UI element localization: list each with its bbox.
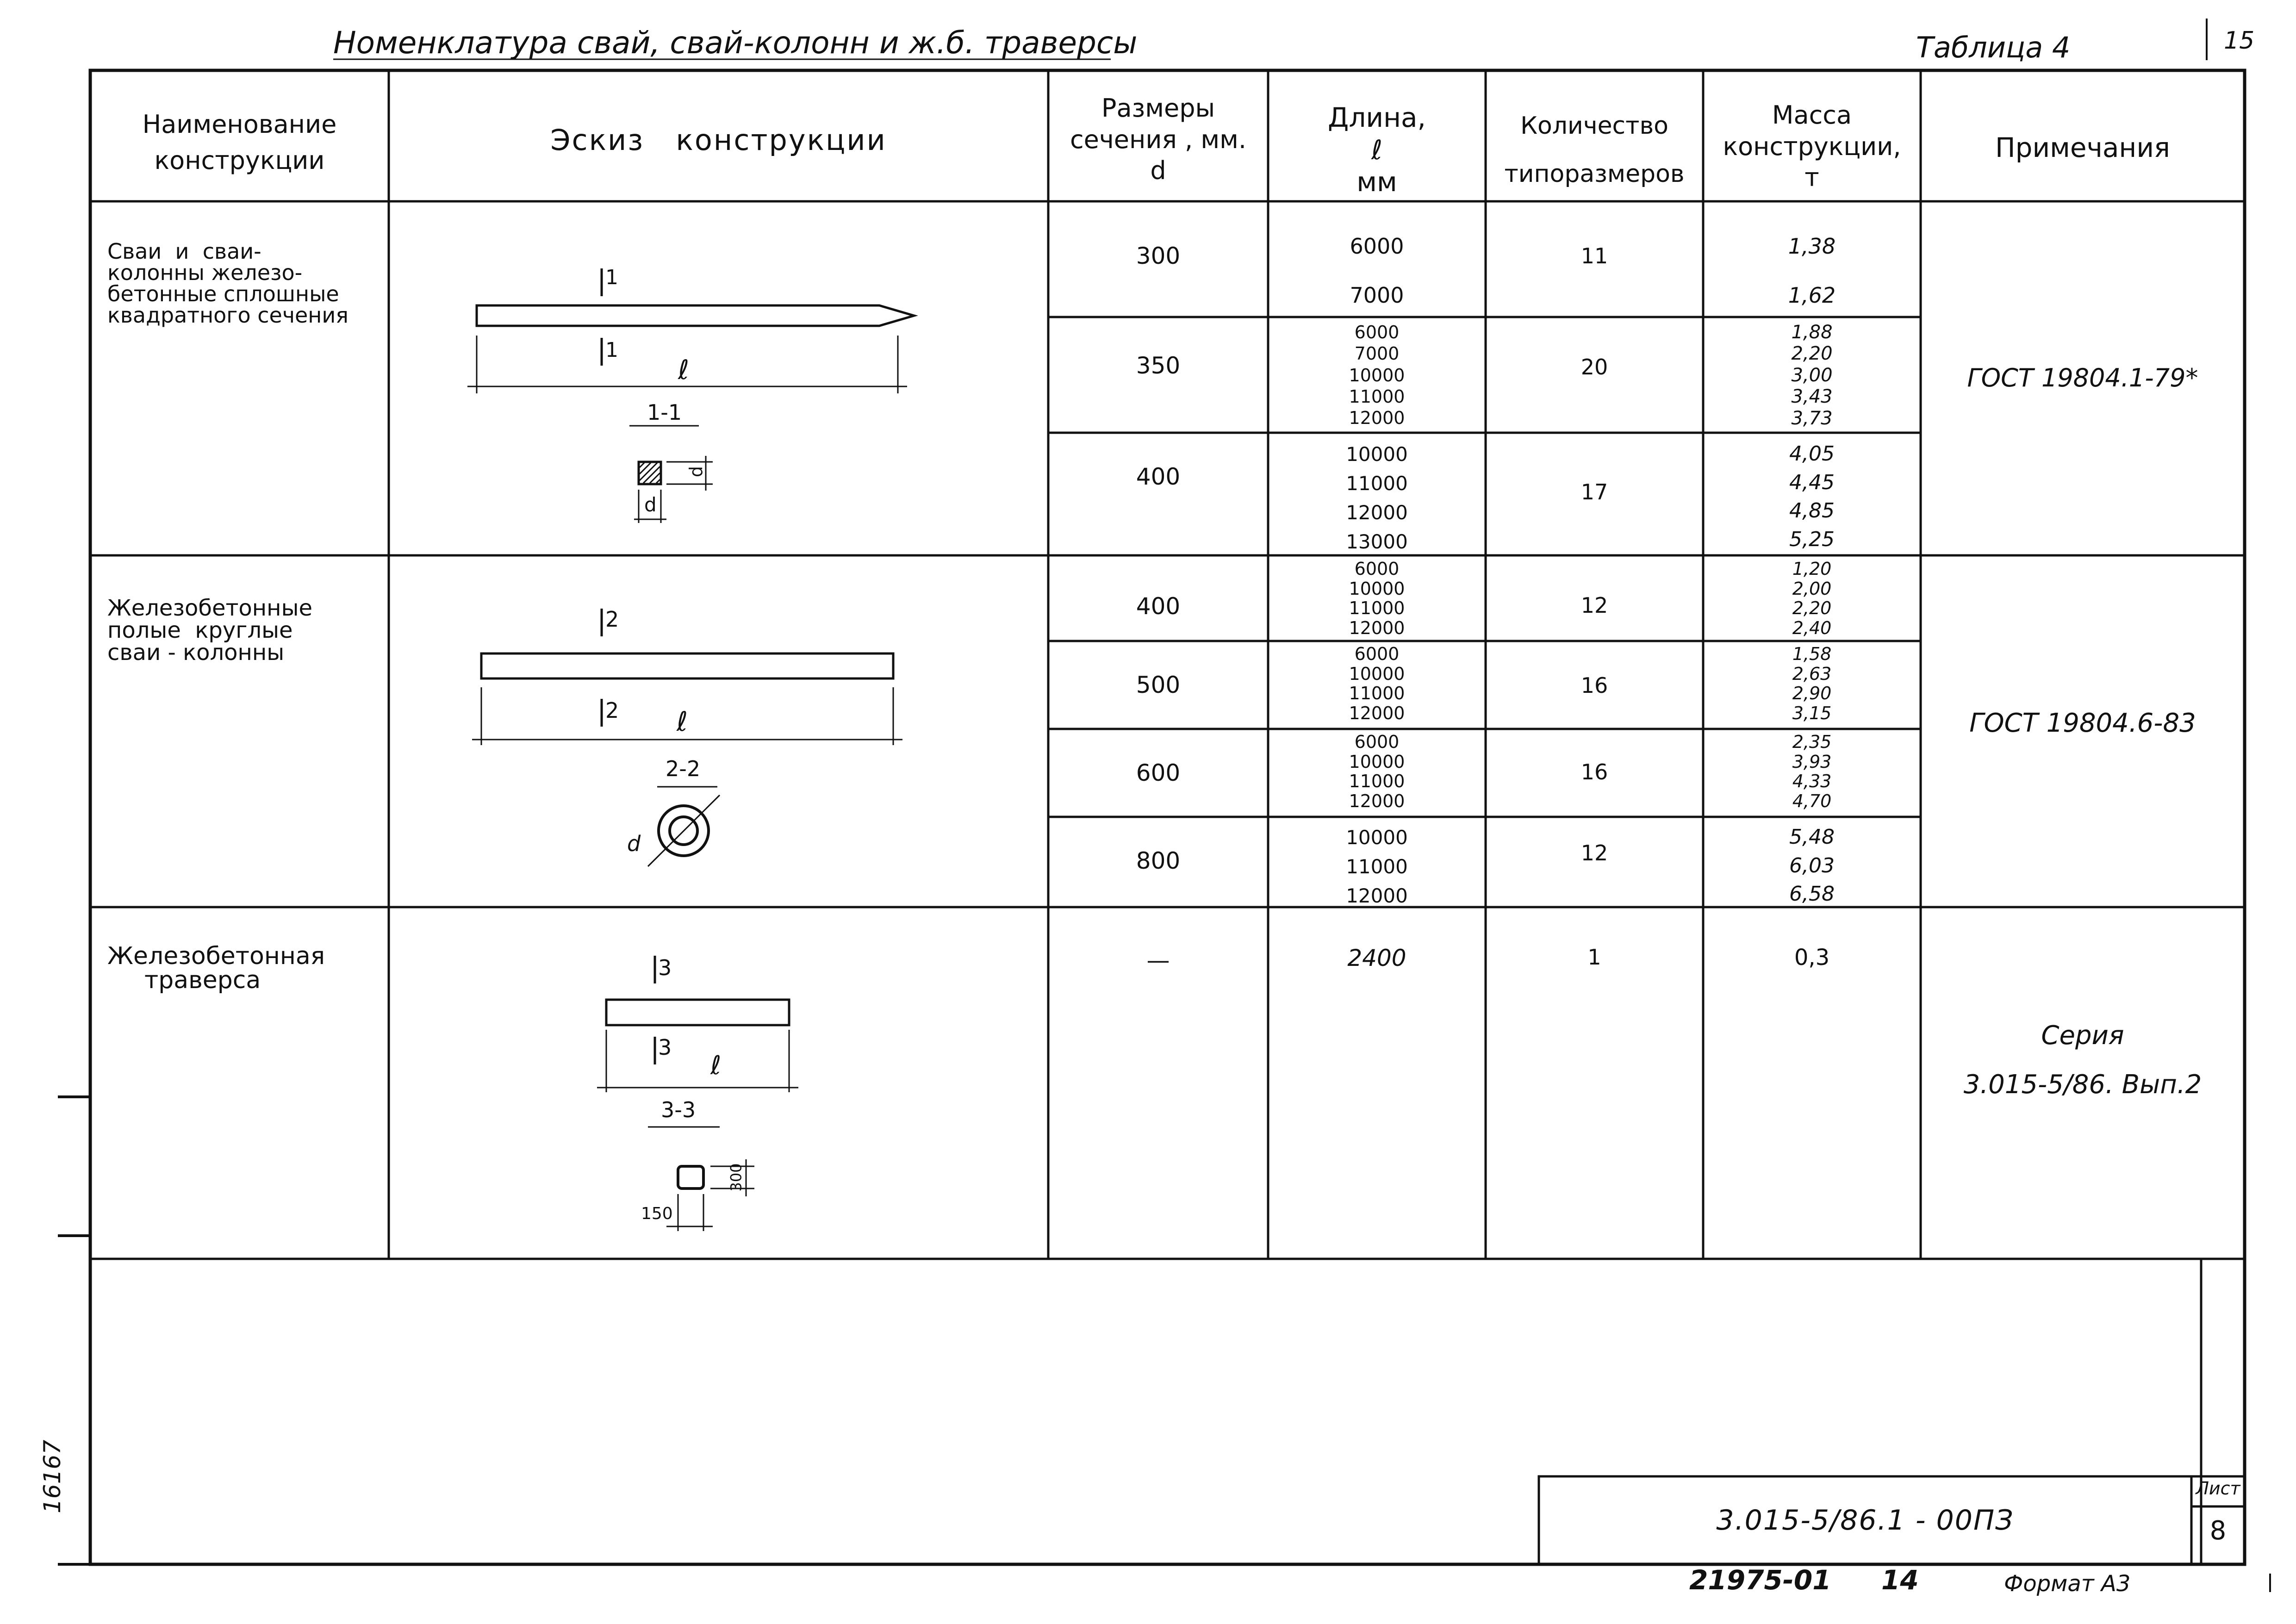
group-3-name: Железобетонная траверса [107,942,325,994]
g1r1-section: 300 [1136,243,1181,269]
g2r3-lengths: 6000 10000 11000 12000 [1349,732,1405,811]
group-1-mark-bottom: 1 [605,338,618,362]
sheet-number: 8 [2209,1516,2227,1546]
g2r3-masses: 2,35 3,93 4,33 4,70 [1792,732,1832,811]
g2r3-section: 600 [1136,759,1181,786]
sketch-round-pile [472,609,902,866]
format-label: Формат А3 [2004,1571,2131,1597]
group-1-dim-l: ℓ [678,354,689,386]
header-count: Количество типоразмеров [1504,112,1685,188]
group-3-note: Серия 3.015-5/86. Вып.2 [1963,1020,2202,1100]
group-2-dim-d: d [627,831,641,856]
g2r2-count: 16 [1580,673,1608,698]
group-2-mark-top: 2 [605,607,619,632]
g3r1-length: 2400 [1347,945,1406,971]
header-notes: Примечания [1995,132,2170,163]
g2r1-masses: 1,20 2,00 2,20 2,40 [1792,559,1832,638]
g2r4-masses: 5,48 6,03 6,58 [1789,825,1835,906]
header-section: Размеры сечения , мм. d [1070,93,1247,185]
group-2-dim-l: ℓ [677,706,688,737]
g1r1-count: 11 [1580,243,1608,268]
side-number: 16167 [39,1439,66,1513]
g2r4-count: 12 [1580,840,1608,865]
g2r2-lengths: 6000 10000 11000 12000 [1349,644,1405,723]
document-code: 3.015-5/86.1 - 00ПЗ [1716,1504,2014,1537]
group-1-dim-d-vertical: d [686,466,707,478]
group-3-mark-bottom: 3 [658,1035,672,1060]
group-1-name: Сваи и сваи- колонны железо- бетонные сплошные квадратного сечения [107,239,348,328]
page-number: 15 [2224,27,2255,55]
g2r1-lengths: 6000 10000 11000 12000 [1349,559,1405,638]
g2r2-masses: 1,58 2,63 2,90 3,15 [1792,644,1832,723]
group-3-dim-h: 300 [727,1163,745,1192]
g2r1-count: 12 [1580,593,1608,618]
g2r4-section: 800 [1136,847,1181,874]
g1r2-masses: 1,88 2,20 3,00 3,43 3,73 [1791,322,1833,429]
header-name: Наименование конструкции [142,110,337,175]
table-label: Таблица 4 [1916,31,2071,64]
g2r1-section: 400 [1136,593,1181,620]
group-1-note: ГОСТ 19804.1-79* [1967,363,2198,392]
g1r3-count: 17 [1580,479,1608,504]
g3r1-mass: 0,3 [1794,945,1830,971]
archive-number: 21975-01 [1689,1564,1831,1596]
group-3-dim-w: 150 [641,1204,673,1223]
g1r1-masses: 1,38 1,62 [1788,234,1836,308]
g2r4-lengths: 10000 11000 12000 [1346,826,1408,907]
group-1-section-label: 1-1 [647,400,682,425]
g3r1-count: 1 [1587,945,1601,970]
g2r3-count: 16 [1580,759,1608,784]
group-1-mark-top: 1 [605,266,618,289]
g1r1-lengths: 6000 7000 [1350,234,1404,308]
g1r3-section: 400 [1136,463,1181,490]
header-length: Длина, ℓ мм [1328,102,1426,198]
g1r2-section: 350 [1136,352,1181,379]
group-1-dim-d: d [644,493,657,516]
group-2-name: Железобетонные полые круглые сваи - колонны [107,595,312,666]
header-mass: Масса конструкции, т [1723,100,1901,192]
sketch-square-pile [467,268,914,523]
sketch-traverse [597,956,798,1231]
g1r3-lengths: 10000 11000 12000 13000 [1346,443,1408,553]
group-3-dim-l: ℓ [710,1051,722,1081]
header-sketch: Эскиз конструкции [550,123,887,157]
g1r2-lengths: 6000 7000 10000 11000 12000 [1349,322,1405,429]
g2r2-section: 500 [1136,672,1181,698]
g3r1-section: — [1146,947,1170,974]
group-2-mark-bottom: 2 [605,698,619,723]
sheet-label: Лист [2196,1478,2240,1499]
group-3-mark-top: 3 [658,955,672,980]
g1r2-count: 20 [1580,355,1608,380]
group-2-note: ГОСТ 19804.6-83 [1969,708,2196,738]
group-2-section-label: 2-2 [666,756,701,781]
g1r3-masses: 4,05 4,45 4,85 5,25 [1789,442,1835,551]
copy-number: 14 [1881,1564,1919,1596]
page-title: Номенклатура свай, свай-колонн и ж.б. траверсы [333,25,1138,61]
group-3-section-label: 3-3 [661,1097,696,1122]
